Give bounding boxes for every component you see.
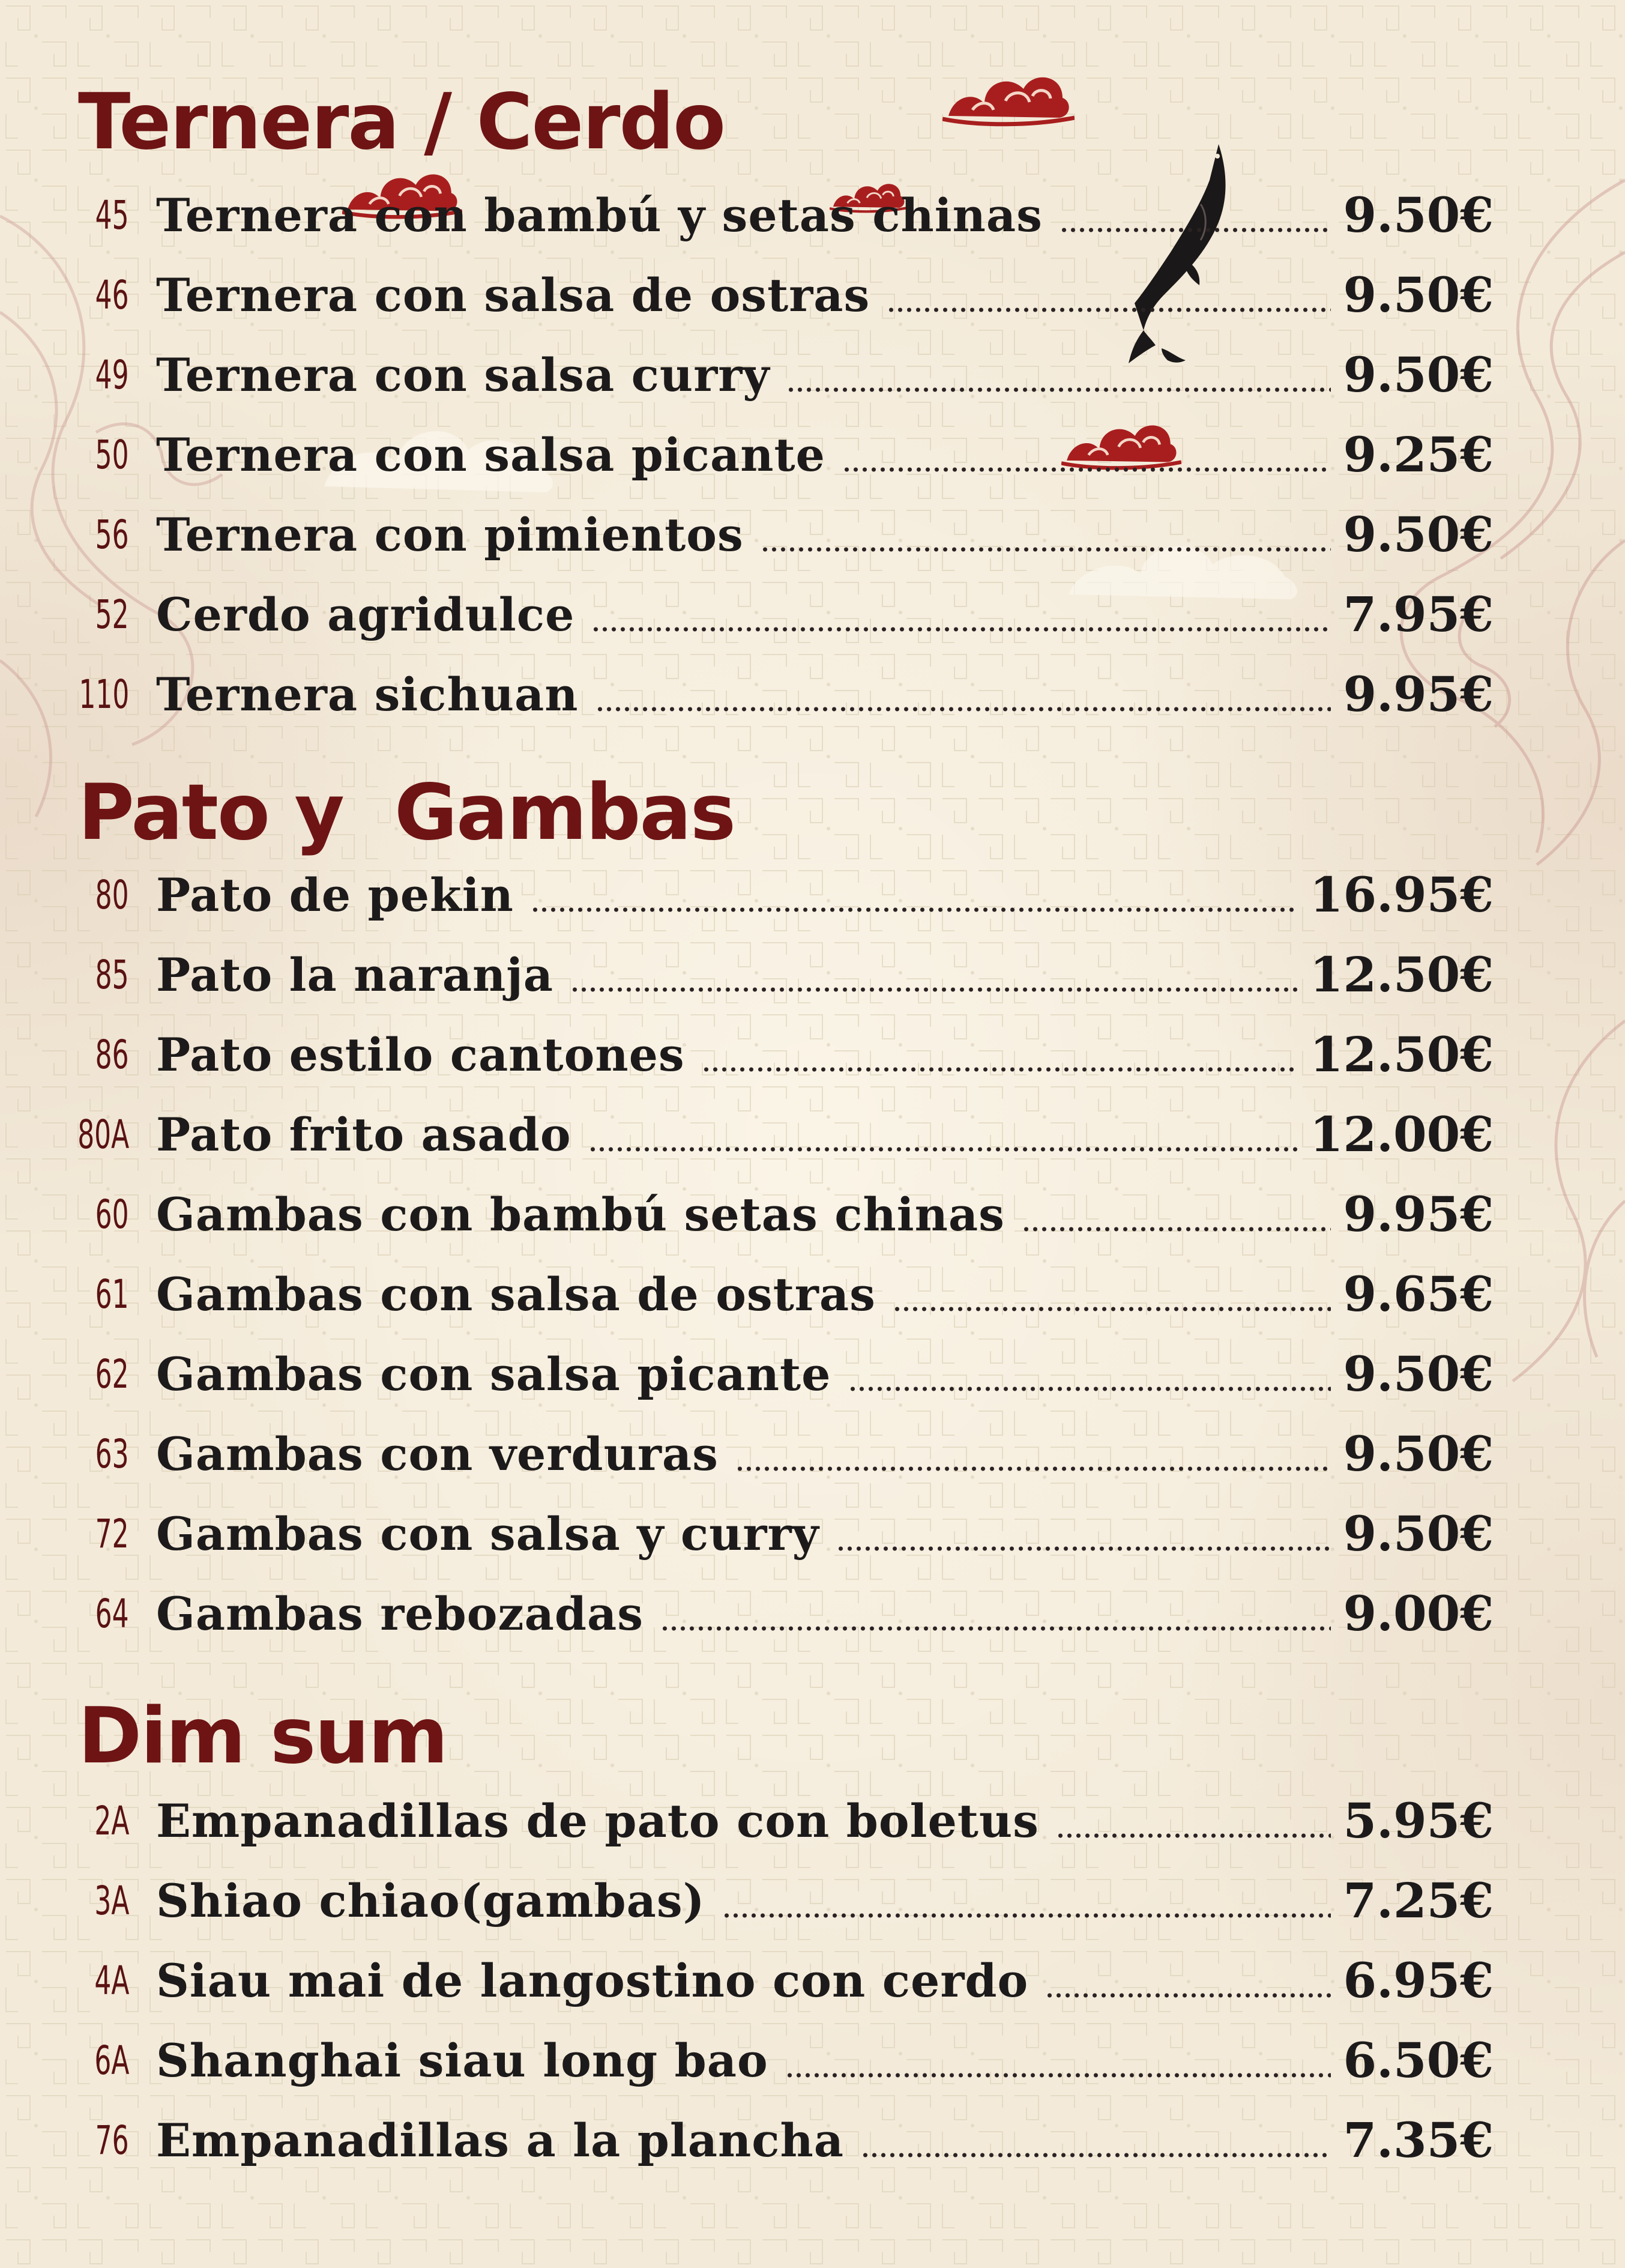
dot-leader — [591, 626, 1331, 632]
item-number: 52 — [95, 591, 129, 638]
item-name: Gambas con salsa picante — [156, 1347, 831, 1401]
item-name: Ternera con salsa curry — [156, 348, 770, 402]
item-name: Pato estilo cantones — [156, 1028, 685, 1081]
item-number: 49 — [95, 352, 129, 398]
menu-item — [0, 2100, 1625, 2180]
menu-item — [0, 495, 1625, 575]
item-price: 9.95€ — [1343, 666, 1494, 722]
item-price: 9.50€ — [1343, 1505, 1494, 1562]
item-name: Siau mai de langostino con cerdo — [156, 1954, 1029, 2007]
item-name: Ternera sichuan — [156, 668, 579, 721]
dot-leader — [660, 1625, 1331, 1631]
item-name: Pato de pekin — [156, 868, 514, 922]
item-price: 9.50€ — [1343, 506, 1494, 563]
item-number: 2A — [94, 1798, 129, 1844]
item-price: 9.25€ — [1343, 426, 1494, 483]
item-price: 6.50€ — [1343, 2032, 1494, 2088]
menu-item — [0, 415, 1625, 495]
item-number: 45 — [95, 192, 129, 238]
dot-leader — [588, 1146, 1298, 1152]
item-number: 85 — [95, 952, 129, 998]
menu-item — [0, 575, 1625, 655]
item-number: 110 — [79, 671, 129, 718]
menu-item — [0, 335, 1625, 415]
item-number: 50 — [95, 432, 129, 478]
item-price: 9.50€ — [1343, 1426, 1494, 1482]
section-title: Pato y Gambas — [78, 768, 735, 857]
item-name: Ternera con pimientos — [156, 508, 744, 561]
item-price: 12.50€ — [1309, 946, 1494, 1003]
item-name: Empanadillas a la plancha — [156, 2114, 845, 2167]
dot-leader — [595, 706, 1331, 712]
item-price: 9.00€ — [1343, 1585, 1494, 1642]
dot-leader — [1056, 1833, 1331, 1839]
item-price: 9.50€ — [1343, 346, 1494, 403]
item-price: 5.95€ — [1343, 1792, 1494, 1849]
section-title: Dim sum — [78, 1692, 447, 1781]
dot-leader — [1060, 227, 1331, 233]
dot-leader — [1022, 1226, 1331, 1232]
dot-leader — [531, 907, 1298, 913]
item-price: 9.65€ — [1343, 1266, 1494, 1322]
item-price: 7.25€ — [1343, 1872, 1494, 1929]
item-number: 63 — [95, 1431, 129, 1477]
dot-leader — [887, 307, 1331, 313]
item-name: Cerdo agridulce — [156, 588, 575, 641]
item-number: 56 — [95, 512, 129, 558]
item-name: Pato frito asado — [156, 1108, 571, 1161]
item-price: 6.95€ — [1343, 1952, 1494, 2009]
item-price: 9.50€ — [1343, 1346, 1494, 1402]
menu-item — [0, 1015, 1625, 1095]
item-price: 16.95€ — [1309, 866, 1494, 923]
dot-leader — [836, 1546, 1331, 1552]
cloud-icon — [942, 59, 1075, 131]
menu-item — [0, 1861, 1625, 1941]
menu-item — [0, 1941, 1625, 2021]
dot-leader — [570, 987, 1298, 993]
item-number: 86 — [95, 1032, 129, 1078]
item-name: Ternera con salsa de ostras — [156, 268, 870, 322]
item-number: 80A — [77, 1111, 129, 1158]
item-number: 60 — [95, 1191, 129, 1238]
item-name: Gambas con verduras — [156, 1427, 719, 1481]
menu-item — [0, 1414, 1625, 1494]
item-number: 4A — [94, 1958, 129, 2004]
item-price: 9.50€ — [1343, 267, 1494, 323]
item-name: Ternera con bambú y setas chinas — [156, 189, 1043, 242]
dot-leader — [722, 1913, 1331, 1919]
item-number: 3A — [94, 1878, 129, 1924]
menu-item — [0, 655, 1625, 734]
item-name: Gambas con salsa y curry — [156, 1507, 819, 1561]
menu-item — [0, 1254, 1625, 1334]
menu-item — [0, 175, 1625, 255]
item-number: 72 — [95, 1511, 129, 1557]
menu-item — [0, 1334, 1625, 1414]
item-number: 46 — [95, 272, 129, 318]
menu-item — [0, 255, 1625, 335]
menu-item — [0, 1494, 1625, 1574]
menu-item — [0, 935, 1625, 1015]
menu-item — [0, 1175, 1625, 1254]
dot-leader — [785, 2072, 1331, 2078]
dot-leader — [893, 1306, 1331, 1312]
item-number: 6A — [94, 2037, 129, 2084]
item-number: 76 — [95, 2117, 129, 2164]
dot-leader — [848, 1386, 1331, 1392]
section-title: Ternera / Cerdo — [78, 77, 725, 167]
dot-leader — [1045, 1992, 1331, 1998]
item-number: 62 — [95, 1351, 129, 1397]
dot-leader — [735, 1466, 1331, 1472]
menu-item — [0, 1574, 1625, 1654]
item-number: 61 — [95, 1271, 129, 1317]
item-name: Pato la naranja — [156, 948, 553, 1002]
menu-item — [0, 1781, 1625, 1861]
dot-leader — [842, 467, 1331, 473]
item-price: 7.35€ — [1343, 2112, 1494, 2168]
item-name: Gambas con salsa de ostras — [156, 1268, 876, 1321]
dot-leader — [861, 2152, 1331, 2158]
dot-leader — [761, 546, 1331, 552]
item-number: 64 — [95, 1591, 129, 1637]
item-name: Gambas con bambú setas chinas — [156, 1188, 1005, 1241]
dot-leader — [786, 387, 1331, 393]
item-name: Ternera con salsa picante — [156, 428, 825, 482]
item-name: Shanghai siau long bao — [156, 2034, 768, 2087]
item-price: 7.95€ — [1343, 586, 1494, 643]
menu-item — [0, 855, 1625, 935]
item-name: Shiao chiao(gambas) — [156, 1874, 705, 1928]
item-price: 9.95€ — [1343, 1186, 1494, 1242]
dot-leader — [702, 1066, 1298, 1072]
item-price: 12.50€ — [1309, 1026, 1494, 1083]
item-price: 9.50€ — [1343, 187, 1494, 243]
menu-item — [0, 2021, 1625, 2100]
item-number: 80 — [95, 872, 129, 918]
item-name: Gambas rebozadas — [156, 1587, 644, 1641]
item-price: 12.00€ — [1309, 1106, 1494, 1163]
item-name: Empanadillas de pato con boletus — [156, 1794, 1039, 1848]
menu-item — [0, 1095, 1625, 1175]
